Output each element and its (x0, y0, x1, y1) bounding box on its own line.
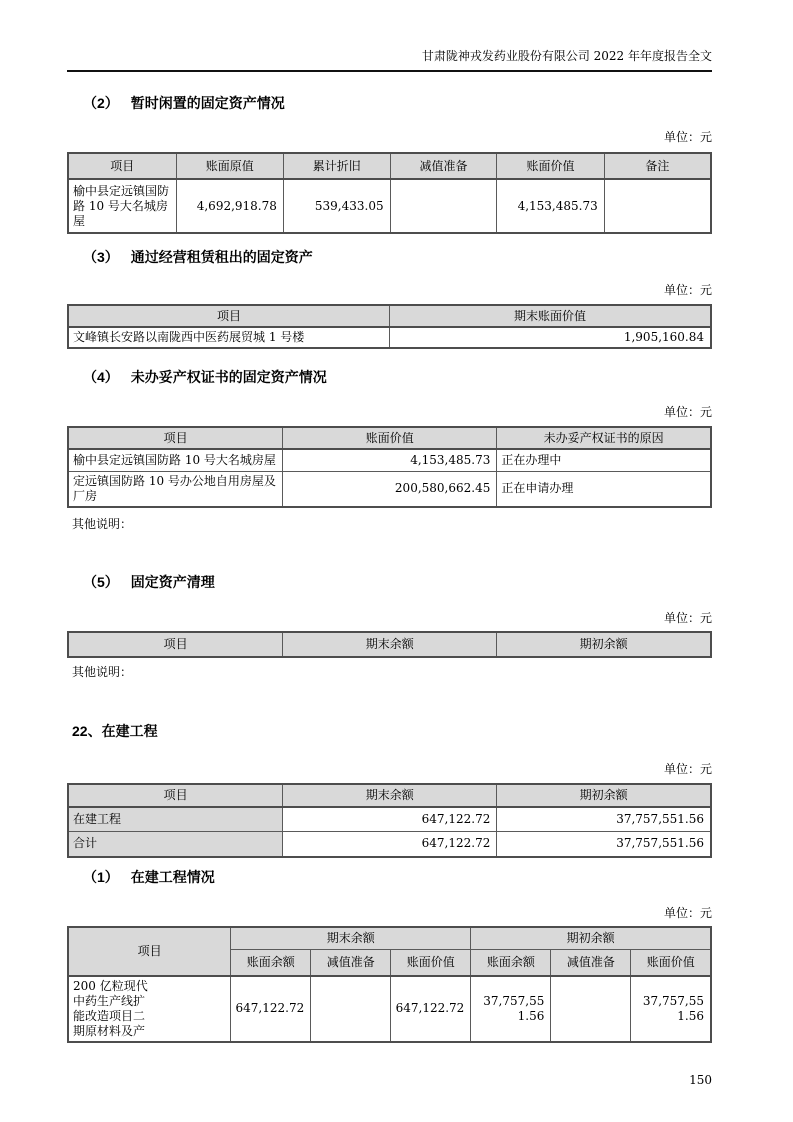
unit-label: 单位：元 (663, 905, 712, 920)
section-title: 未办妥产权证书的固定资产情况 (130, 369, 327, 385)
column-header: 备注 (604, 153, 711, 179)
column-header: 期初余额 (497, 632, 711, 657)
table-cell: 539,433.05 (283, 179, 390, 233)
column-header: 累计折旧 (283, 153, 390, 179)
column-group-header: 期末余额 (231, 927, 471, 950)
row-header-cell: 在建工程 (68, 807, 283, 832)
table-row (68, 327, 711, 348)
report-header (67, 48, 712, 72)
section-heading-leased-out-assets (67, 249, 712, 266)
section-heading-assets-disposal (67, 574, 712, 591)
table-row (68, 471, 711, 507)
table-cell: 647,122.72 (231, 976, 311, 1042)
section-heading-no-certificate-assets (67, 369, 712, 386)
table-cell: 4,153,485.73 (283, 449, 497, 471)
section-heading-cip-detail (67, 869, 712, 886)
table-cell: 正在办理中 (497, 449, 711, 471)
table-row (68, 449, 711, 471)
column-header: 减值准备 (551, 950, 631, 976)
column-header: 期末账面价值 (390, 305, 712, 327)
section-number: （1） (83, 868, 119, 885)
table-cell: 文峰镇长安路以南陇西中医药展贸城 1 号楼 (68, 327, 390, 348)
column-header: 项目 (68, 784, 283, 807)
project-name: 200 亿粒现代中药生产线扩能改造项目二期原材料及产 (73, 978, 148, 1038)
table-header-row (68, 927, 711, 950)
table-cell: 4,153,485.73 (497, 179, 604, 233)
cip-detail-table (67, 926, 712, 1043)
table-header-row (68, 305, 711, 327)
table-cell: 榆中县定远镇国防路 10 号大名城房屋 (68, 179, 176, 233)
section-title: 22、在建工程 (72, 722, 158, 739)
section-title: 在建工程情况 (130, 868, 215, 885)
other-notes-label: 其他说明： (72, 516, 133, 531)
page-number: 150 (689, 1072, 712, 1087)
table-cell: 647,122.72 (391, 976, 471, 1042)
table-cell (68, 976, 231, 1042)
table-cell: 37,757,551.56 (497, 832, 711, 857)
table-header-row (68, 632, 711, 657)
column-header: 账面价值 (631, 950, 711, 976)
table-cell: 4,692,918.78 (176, 179, 283, 233)
no-certificate-assets-table (67, 426, 712, 508)
column-header: 账面价值 (497, 153, 604, 179)
leased-out-assets-table (67, 304, 712, 349)
table-header-row (68, 427, 711, 449)
section-heading-construction-in-progress (67, 723, 712, 740)
section-heading-idle-assets (67, 95, 712, 112)
section-title: 暂时闲置的固定资产情况 (130, 95, 285, 111)
assets-disposal-table (67, 631, 712, 658)
table-cell: 定远镇国防路 10 号办公地自用房屋及厂房 (68, 471, 283, 507)
table-cell: 正在申请办理 (497, 471, 711, 507)
unit-label: 单位：元 (663, 405, 712, 419)
unit-label: 单位：元 (663, 130, 712, 144)
column-header: 项目 (68, 927, 231, 976)
column-header: 期初余额 (497, 784, 711, 807)
table-row (68, 832, 711, 857)
column-header: 账面余额 (471, 950, 551, 976)
table-cell (551, 976, 631, 1042)
table-cell: 647,122.72 (283, 807, 497, 832)
section-number: （5） (83, 573, 119, 590)
idle-assets-table (67, 152, 712, 234)
section-number: （4） (83, 369, 119, 385)
table-cell: 647,122.72 (283, 832, 497, 857)
table-header-row (68, 153, 711, 179)
table-row (68, 976, 711, 1042)
column-header: 账面余额 (231, 950, 311, 976)
column-header: 期末余额 (283, 784, 497, 807)
column-header: 账面价值 (283, 427, 497, 449)
column-header: 项目 (68, 153, 176, 179)
row-header-cell: 合计 (68, 832, 283, 857)
unit-label: 单位：元 (663, 610, 712, 625)
report-header-text: 甘肃陇神戎发药业股份有限公司 2022 年年度报告全文 (421, 49, 712, 63)
table-cell (390, 179, 497, 233)
column-header: 减值准备 (390, 153, 497, 179)
construction-in-progress-table (67, 783, 712, 858)
other-notes-label: 其他说明： (72, 664, 133, 679)
table-cell: 37,757,551.56 (497, 807, 711, 832)
table-row (68, 807, 711, 832)
column-header: 项目 (68, 305, 390, 327)
table-cell: 37,757,551.56 (631, 976, 711, 1042)
column-header: 项目 (68, 427, 283, 449)
unit-label: 单位：元 (663, 761, 712, 776)
column-header: 账面价值 (391, 950, 471, 976)
column-header: 项目 (68, 632, 283, 657)
table-cell: 榆中县定远镇国防路 10 号大名城房屋 (68, 449, 283, 471)
table-cell: 37,757,551.56 (471, 976, 551, 1042)
table-cell (604, 179, 711, 233)
section-title: 通过经营租赁租出的固定资产 (130, 249, 313, 265)
section-number: （2） (83, 95, 119, 111)
column-header: 未办妥产权证书的原因 (497, 427, 711, 449)
table-cell: 200,580,662.45 (283, 471, 497, 507)
table-cell (311, 976, 391, 1042)
column-header: 期末余额 (283, 632, 497, 657)
table-header-row (68, 784, 711, 807)
section-title: 固定资产清理 (130, 573, 215, 590)
section-number: （3） (83, 249, 119, 265)
column-header: 账面原值 (176, 153, 283, 179)
table-row (68, 179, 711, 233)
column-header: 减值准备 (311, 950, 391, 976)
table-cell: 1,905,160.84 (390, 327, 712, 348)
column-group-header: 期初余额 (471, 927, 711, 950)
unit-label: 单位：元 (663, 283, 712, 297)
